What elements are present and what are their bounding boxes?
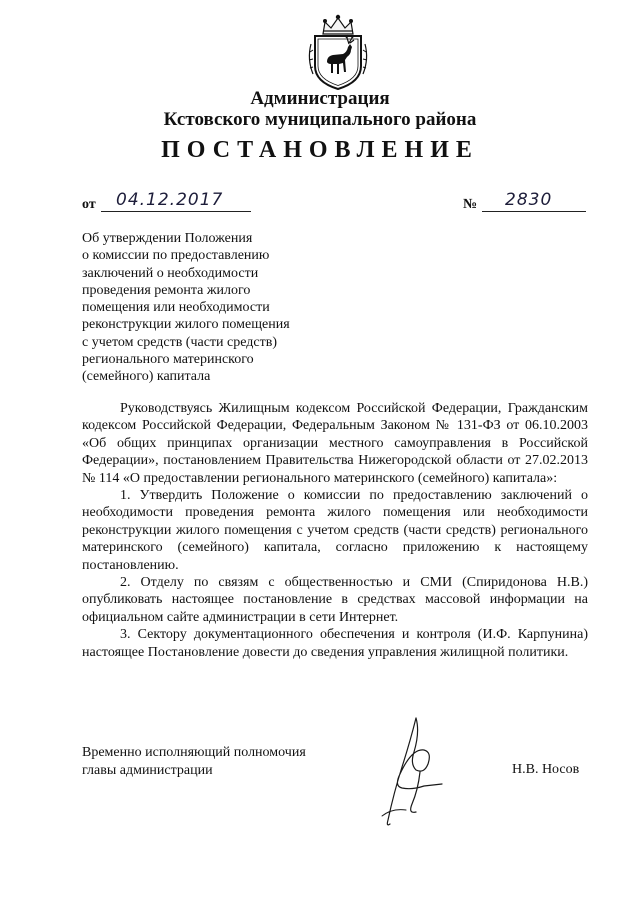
signatory-position-line1: Временно исполняющий полномочия [82,745,306,760]
organization-name-line2: Кстовского муниципального района [163,109,477,130]
subject-line: помещения или необходимости [82,300,270,316]
body-paragraph-item-2: 2. Отделу по связям с общественностью и СМИ (Спиридонова Н.В.) опубликовать настоящее постановление в средствах массовой информации на официальном сайте администрации в сети Интернет. [82,575,588,625]
subject-line: (семейного) капитала [82,369,211,385]
date-value: 04.12.2017 [116,190,224,210]
number-label: № [463,197,478,212]
subject-line: заключений о необходимости [82,265,259,281]
signatory-name: Н.В. Носов [512,762,580,777]
date-underline [101,211,251,212]
signatory-position-line2: главы администрации [82,762,213,778]
document-type-title: ПОСТАНОВЛЕНИЕ [161,137,479,163]
document-subject [82,230,342,386]
subject-line: проведения ремонта жилого [82,282,251,298]
coat-of-arms-icon [303,14,373,92]
signatory-position [82,744,306,779]
body-paragraph-item-3: 3. Сектору документационного обеспечения и контроля (И.Ф. Карпунина) настоящее Постановление довести до сведения управления жилищной политики. [82,627,588,660]
number-underline [482,211,586,212]
document-body [82,400,588,661]
subject-line: регионального материнского [82,352,254,368]
subject-line: реконструкции жилого помещения [82,317,290,333]
body-paragraph-preamble: Руководствуясь Жилищным кодексом Российской Федерации, Гражданским кодексом Российской Федерации, Федеральным Законом № 131-ФЗ от 06.10.2003 «Об общих принципах организации местного самоуправления в Российской Федерации», постановлением Правительства Нижегородской области от 27.02.2013 № 114 «О предоставлении регионального материнского (семейного) капитала»: [82,401,588,486]
date-label: от [82,197,96,212]
number-value: 2830 [505,190,553,210]
body-paragraph-item-1: 1. Утвердить Положение о комиссии по предоставлению заключений о необходимости проведения ремонта жилого помещения или необходимости реконструкции жилого помещения с учетом средств (части средств) регионального материнского (семейного) капитала, согласно приложению к настоящему постановлению. [82,488,588,573]
organization-name-line1: Администрация [250,88,390,109]
subject-line: о комиссии по предоставлению [82,248,270,264]
handwritten-signature-icon [372,712,452,832]
subject-line: с учетом средств (части средств) [82,334,278,350]
subject-line: Об утверждении Положения [82,231,253,246]
